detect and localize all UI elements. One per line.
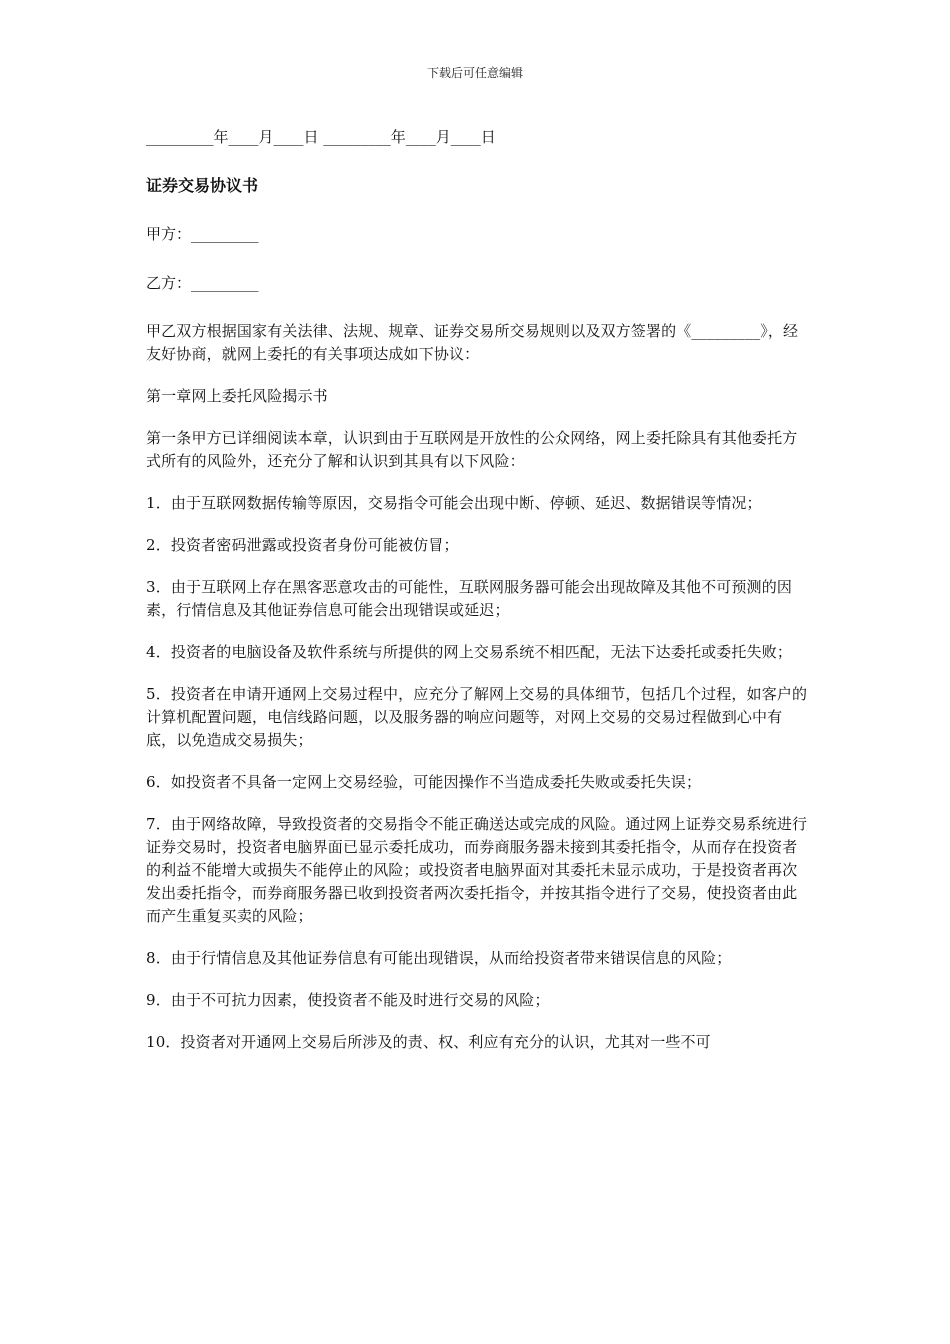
party-b: 乙方：_________ <box>146 274 259 292</box>
risk-item-5: 5．投资者在申请开通网上交易过程中，应充分了解网上交易的具体细节，包括几个过程，如客户的计算机配置问题，电信线路问题，以及服务器的响应问题等，对网上交易的交易过程做到心中有底，以免造成交易损失； <box>146 685 808 749</box>
risk-item-9: 9．由于不可抗力因素，使投资者不能及时进行交易的风险； <box>146 991 550 1009</box>
risk-item-10: 10．投资者对开通网上交易后所涉及的责、权、利应有充分的认识，尤其对一些不可 <box>146 1033 711 1051</box>
date-line: _________年____月____日 _________年____月____日 <box>146 128 496 146</box>
party-a: 甲方：_________ <box>146 225 259 243</box>
risk-item-3: 3．由于互联网上存在黑客恶意攻击的可能性，互联网服务器可能会出现故障及其他不可预测的因素，行情信息及其他证券信息可能会出现错误或延迟； <box>146 578 792 619</box>
risk-item-8: 8．由于行情信息及其他证券信息有可能出现错误，从而给投资者带来错误信息的风险； <box>146 949 732 967</box>
risk-item-4: 4．投资者的电脑设备及软件系统与所提供的网上交易系统不相匹配，无法下达委托或委托失败； <box>146 643 792 661</box>
intro-paragraph: 甲乙双方根据国家有关法律、法规、规章、证券交易所交易规则以及双方签署的《_________》，经友好协商，就网上委托的有关事项达成如下协议： <box>146 322 799 363</box>
risk-item-2: 2．投资者密码泄露或投资者身份可能被仿冒； <box>146 536 459 554</box>
risk-item-1: 1．由于互联网数据传输等原因，交易指令可能会出现中断、停顿、延迟、数据错误等情况； <box>146 494 762 512</box>
document-body <box>146 122 810 1073</box>
chapter-heading: 第一章网上委托风险揭示书 <box>146 387 328 405</box>
article-1: 第一条甲方已详细阅读本章，认识到由于互联网是开放性的公众网络，网上委托除具有其他委托方式所有的风险外，还充分了解和认识到其具有以下风险： <box>146 429 798 470</box>
risk-item-6: 6．如投资者不具备一定网上交易经验，可能因操作不当造成委托失败或委托失误； <box>146 773 702 791</box>
header-note: 下载后可任意编辑 <box>426 66 523 80</box>
risk-item-7: 7．由于网络故障，导致投资者的交易指令不能正确送达或完成的风险。通过网上证券交易系统进行证券交易时，投资者电脑界面已显示委托成功，而券商服务器未接到其委托指令，从而存在投资者的利益不能增大或损失不能停止的风险；或投资者电脑界面对其委托未显示成功，于是投资者再次发出委托指令，而券商服务器已收到投资者两次委托指令，并按其指令进行了交易，使投资者由此而产生重复买卖的风险； <box>146 815 808 925</box>
document-title: 证券交易协议书 <box>146 176 259 195</box>
